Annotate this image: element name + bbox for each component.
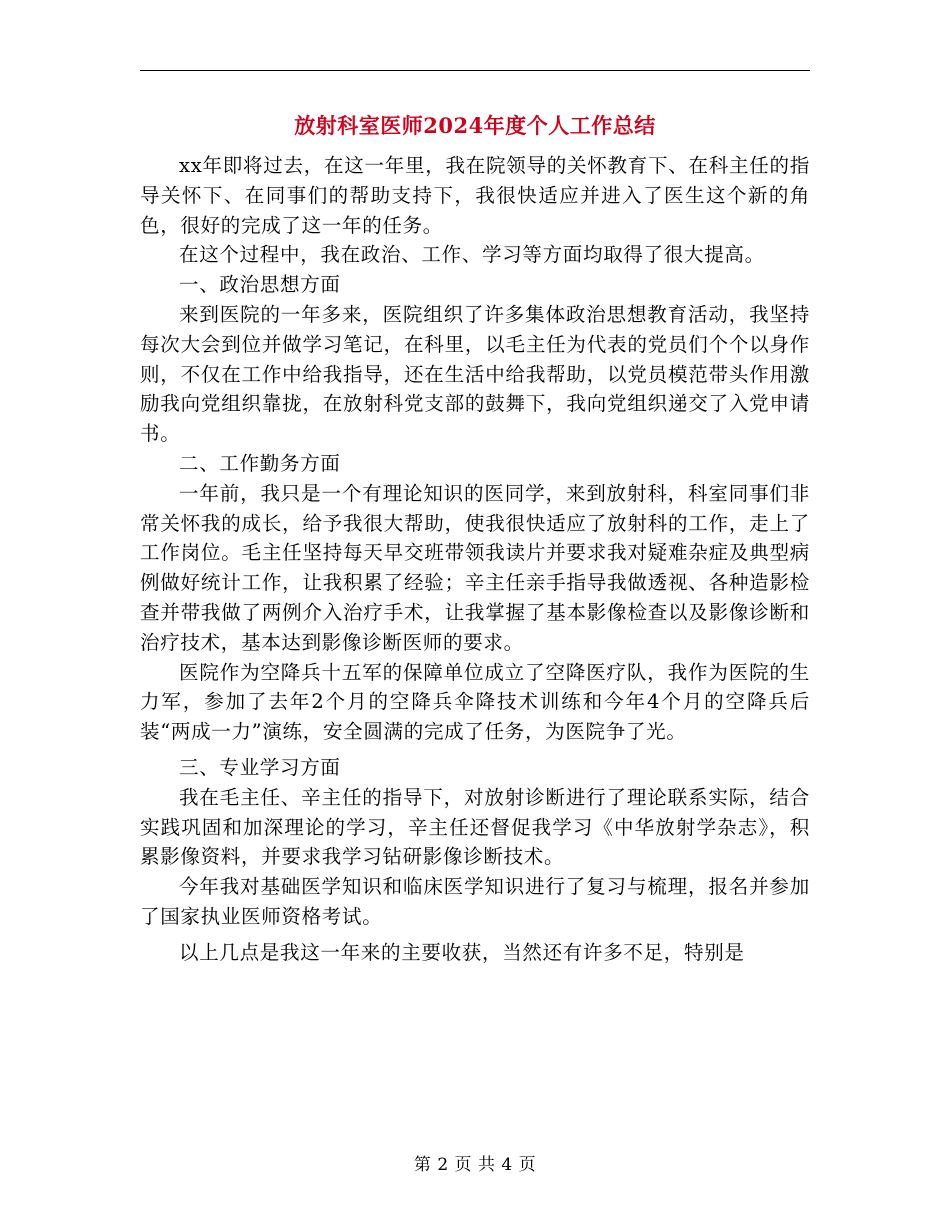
section-heading-study: 三、专业学习方面	[179, 755, 341, 779]
paragraph-summary: 在这个过程中，我在政治、工作、学习等方面均取得了很大提高。	[179, 243, 765, 267]
header-rule	[140, 70, 810, 71]
document-body	[140, 151, 810, 968]
paragraph-political: 来到医院的一年多来，医院组织了许多集体政治思想教育活动，我坚持每次大会到位并做学习笔记，在科里，以毛主任为代表的党员们个个以身作则，不仅在工作中给我指导，还在生活中给我帮助，以党员模范带头作用激励我向党组织靠拢，在放射科党支部的鼓舞下，我向党组织递交了入党申请书。	[140, 302, 810, 446]
paragraph-conclusion: 以上几点是我这一年来的主要收获，当然还有许多不足，特别是	[179, 940, 745, 964]
section-heading-political: 一、政治思想方面	[179, 273, 341, 297]
paragraph-intro: xx年即将过去，在这一年里，我在院领导的关怀教育下、在科主任的指导关怀下、在同事们的帮助支持下，我很快适应并进入了医生这个新的角色，很好的完成了这一年的任务。	[140, 154, 810, 237]
document-title: 放射科室医师2024年度个人工作总结	[294, 113, 656, 138]
section-heading-work: 二、工作勤务方面	[179, 451, 341, 475]
paragraph-study: 我在毛主任、辛主任的指导下，对放射诊断进行了理论联系实际，结合实践巩固和加深理论的学习，辛主任还督促我学习《中华放射学杂志》，积累影像资料，并要求我学习钻研影像诊断技术。	[140, 785, 810, 869]
page-number: 第 2 页 共 4 页	[413, 1155, 537, 1175]
paragraph-airborne: 医院作为空降兵十五军的保障单位成立了空降医疗队，我作为医院的生力军，参加了去年2个月的空降兵伞降技术训练和今年4个月的空降兵后装“两成一力”演练，安全圆满的完成了任务，为医院争了光。	[140, 660, 810, 744]
paragraph-exam: 今年我对基础医学知识和临床医学知识进行了复习与梳理，报名并参加了国家执业医师资格考试。	[140, 875, 810, 928]
paragraph-work: 一年前，我只是一个有理论知识的医同学，来到放射科，科室同事们非常关怀我的成长，给予我很大帮助，使我很快适应了放射科的工作，走上了工作岗位。毛主任坚持每天早交班带领我读片并要求我对疑难杂症及典型病例做好统计工作，让我积累了经验；辛主任亲手指导我做透视、各种造影检查并带我做了两例介入治疗手术，让我掌握了基本影像检查以及影像诊断和治疗技术，基本达到影像诊断医师的要求。	[140, 481, 810, 654]
